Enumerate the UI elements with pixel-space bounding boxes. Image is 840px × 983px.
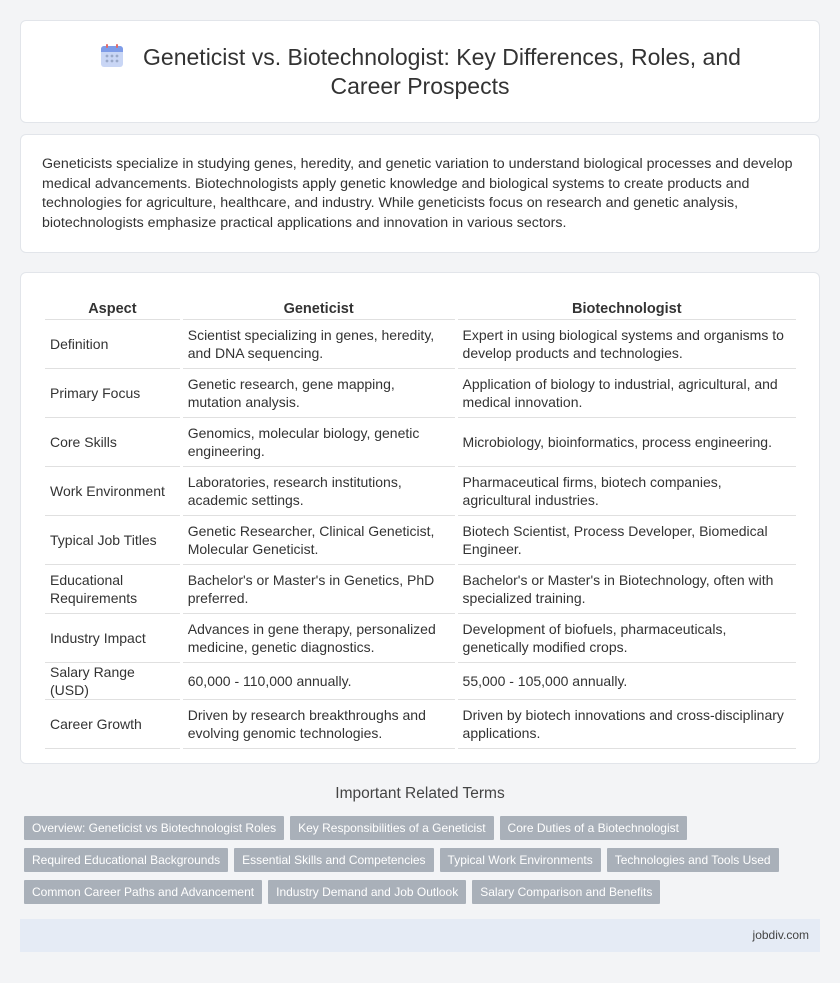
row-aspect: Typical Job Titles	[45, 516, 180, 565]
row-aspect: Salary Range (USD)	[45, 663, 180, 700]
table-row	[45, 467, 796, 516]
related-term-tag[interactable]: Required Educational Backgrounds	[24, 848, 228, 872]
related-term-tag[interactable]: Technologies and Tools Used	[607, 848, 779, 872]
table-row	[45, 565, 796, 614]
tag-row	[24, 816, 814, 848]
row-geneticist: Laboratories, research institutions, academic settings.	[183, 467, 455, 516]
comparison-table-card	[20, 272, 820, 764]
row-biotechnologist: Expert in using biological systems and organisms to develop products and technologies.	[458, 320, 796, 369]
page-title: Geneticist vs. Biotechnologist: Key Differences, Roles, and Career Prospects	[143, 44, 741, 99]
related-term-tag[interactable]: Salary Comparison and Benefits	[472, 880, 660, 904]
header-aspect: Aspect	[45, 298, 180, 320]
footer	[20, 919, 820, 952]
related-term-tag[interactable]: Industry Demand and Job Outlook	[268, 880, 466, 904]
row-biotechnologist: Development of biofuels, pharmaceuticals, genetically modified crops.	[458, 614, 796, 663]
table-row	[45, 320, 796, 369]
row-biotechnologist: Microbiology, bioinformatics, process engineering.	[458, 418, 796, 467]
row-geneticist: Bachelor's or Master's in Genetics, PhD preferred.	[183, 565, 455, 614]
related-term-tag[interactable]: Typical Work Environments	[440, 848, 601, 872]
related-term-tag[interactable]: Key Responsibilities of a Geneticist	[290, 816, 493, 840]
row-aspect: Work Environment	[45, 467, 180, 516]
table-row	[45, 418, 796, 467]
row-aspect: Definition	[45, 320, 180, 369]
row-geneticist: 60,000 - 110,000 annually.	[183, 663, 455, 700]
row-biotechnologist: Biotech Scientist, Process Developer, Biomedical Engineer.	[458, 516, 796, 565]
row-biotechnologist: 55,000 - 105,000 annually.	[458, 663, 796, 700]
table-row	[45, 700, 796, 749]
row-geneticist: Genetic research, gene mapping, mutation analysis.	[183, 369, 455, 418]
table-row	[45, 614, 796, 663]
related-terms-heading: Important Related Terms	[335, 785, 505, 802]
related-term-tag[interactable]: Essential Skills and Competencies	[234, 848, 433, 872]
row-biotechnologist: Driven by biotech innovations and cross-disciplinary applications.	[458, 700, 796, 749]
calendar-icon	[99, 43, 125, 69]
table-row	[45, 516, 796, 565]
tag-row	[24, 880, 814, 912]
row-geneticist: Advances in gene therapy, personalized medicine, genetic diagnostics.	[183, 614, 455, 663]
table-header-row	[45, 298, 796, 320]
row-aspect: Industry Impact	[45, 614, 180, 663]
row-aspect: Educational Requirements	[45, 565, 180, 614]
row-aspect: Primary Focus	[45, 369, 180, 418]
row-geneticist: Driven by research breakthroughs and evolving genomic technologies.	[183, 700, 455, 749]
row-aspect: Core Skills	[45, 418, 180, 467]
tag-row	[24, 848, 814, 880]
page-title-row	[21, 43, 819, 101]
related-term-tag[interactable]: Common Career Paths and Advancement	[24, 880, 262, 904]
related-terms-tags	[24, 816, 814, 912]
row-biotechnologist: Bachelor's or Master's in Biotechnology, often with specialized training.	[458, 565, 796, 614]
row-geneticist: Scientist specializing in genes, heredity, and DNA sequencing.	[183, 320, 455, 369]
table-row	[45, 663, 796, 700]
related-term-tag[interactable]: Overview: Geneticist vs Biotechnologist Roles	[24, 816, 284, 840]
row-aspect: Career Growth	[45, 700, 180, 749]
table-row	[45, 369, 796, 418]
row-biotechnologist: Application of biology to industrial, agricultural, and medical innovation.	[458, 369, 796, 418]
footer-site-link[interactable]: jobdiv.com	[752, 928, 809, 942]
title-card	[20, 20, 820, 123]
intro-paragraph: Geneticists specialize in studying genes, heredity, and genetic variation to understand biological processes and develop medical advancements. Biotechnologists apply genetic knowledge and biological systems to create products and technologies for agriculture, healthcare, and industry. While geneticists focus on research and genetic analysis, biotechnologists emphasize practical applications and innovation in various sectors.	[42, 156, 793, 231]
row-biotechnologist: Pharmaceutical firms, biotech companies, agricultural industries.	[458, 467, 796, 516]
header-biotechnologist: Biotechnologist	[458, 298, 796, 320]
row-geneticist: Genomics, molecular biology, genetic engineering.	[183, 418, 455, 467]
comparison-table	[42, 298, 799, 749]
intro-card	[20, 134, 820, 253]
row-geneticist: Genetic Researcher, Clinical Geneticist, Molecular Geneticist.	[183, 516, 455, 565]
header-geneticist: Geneticist	[183, 298, 455, 320]
related-term-tag[interactable]: Core Duties of a Biotechnologist	[500, 816, 687, 840]
